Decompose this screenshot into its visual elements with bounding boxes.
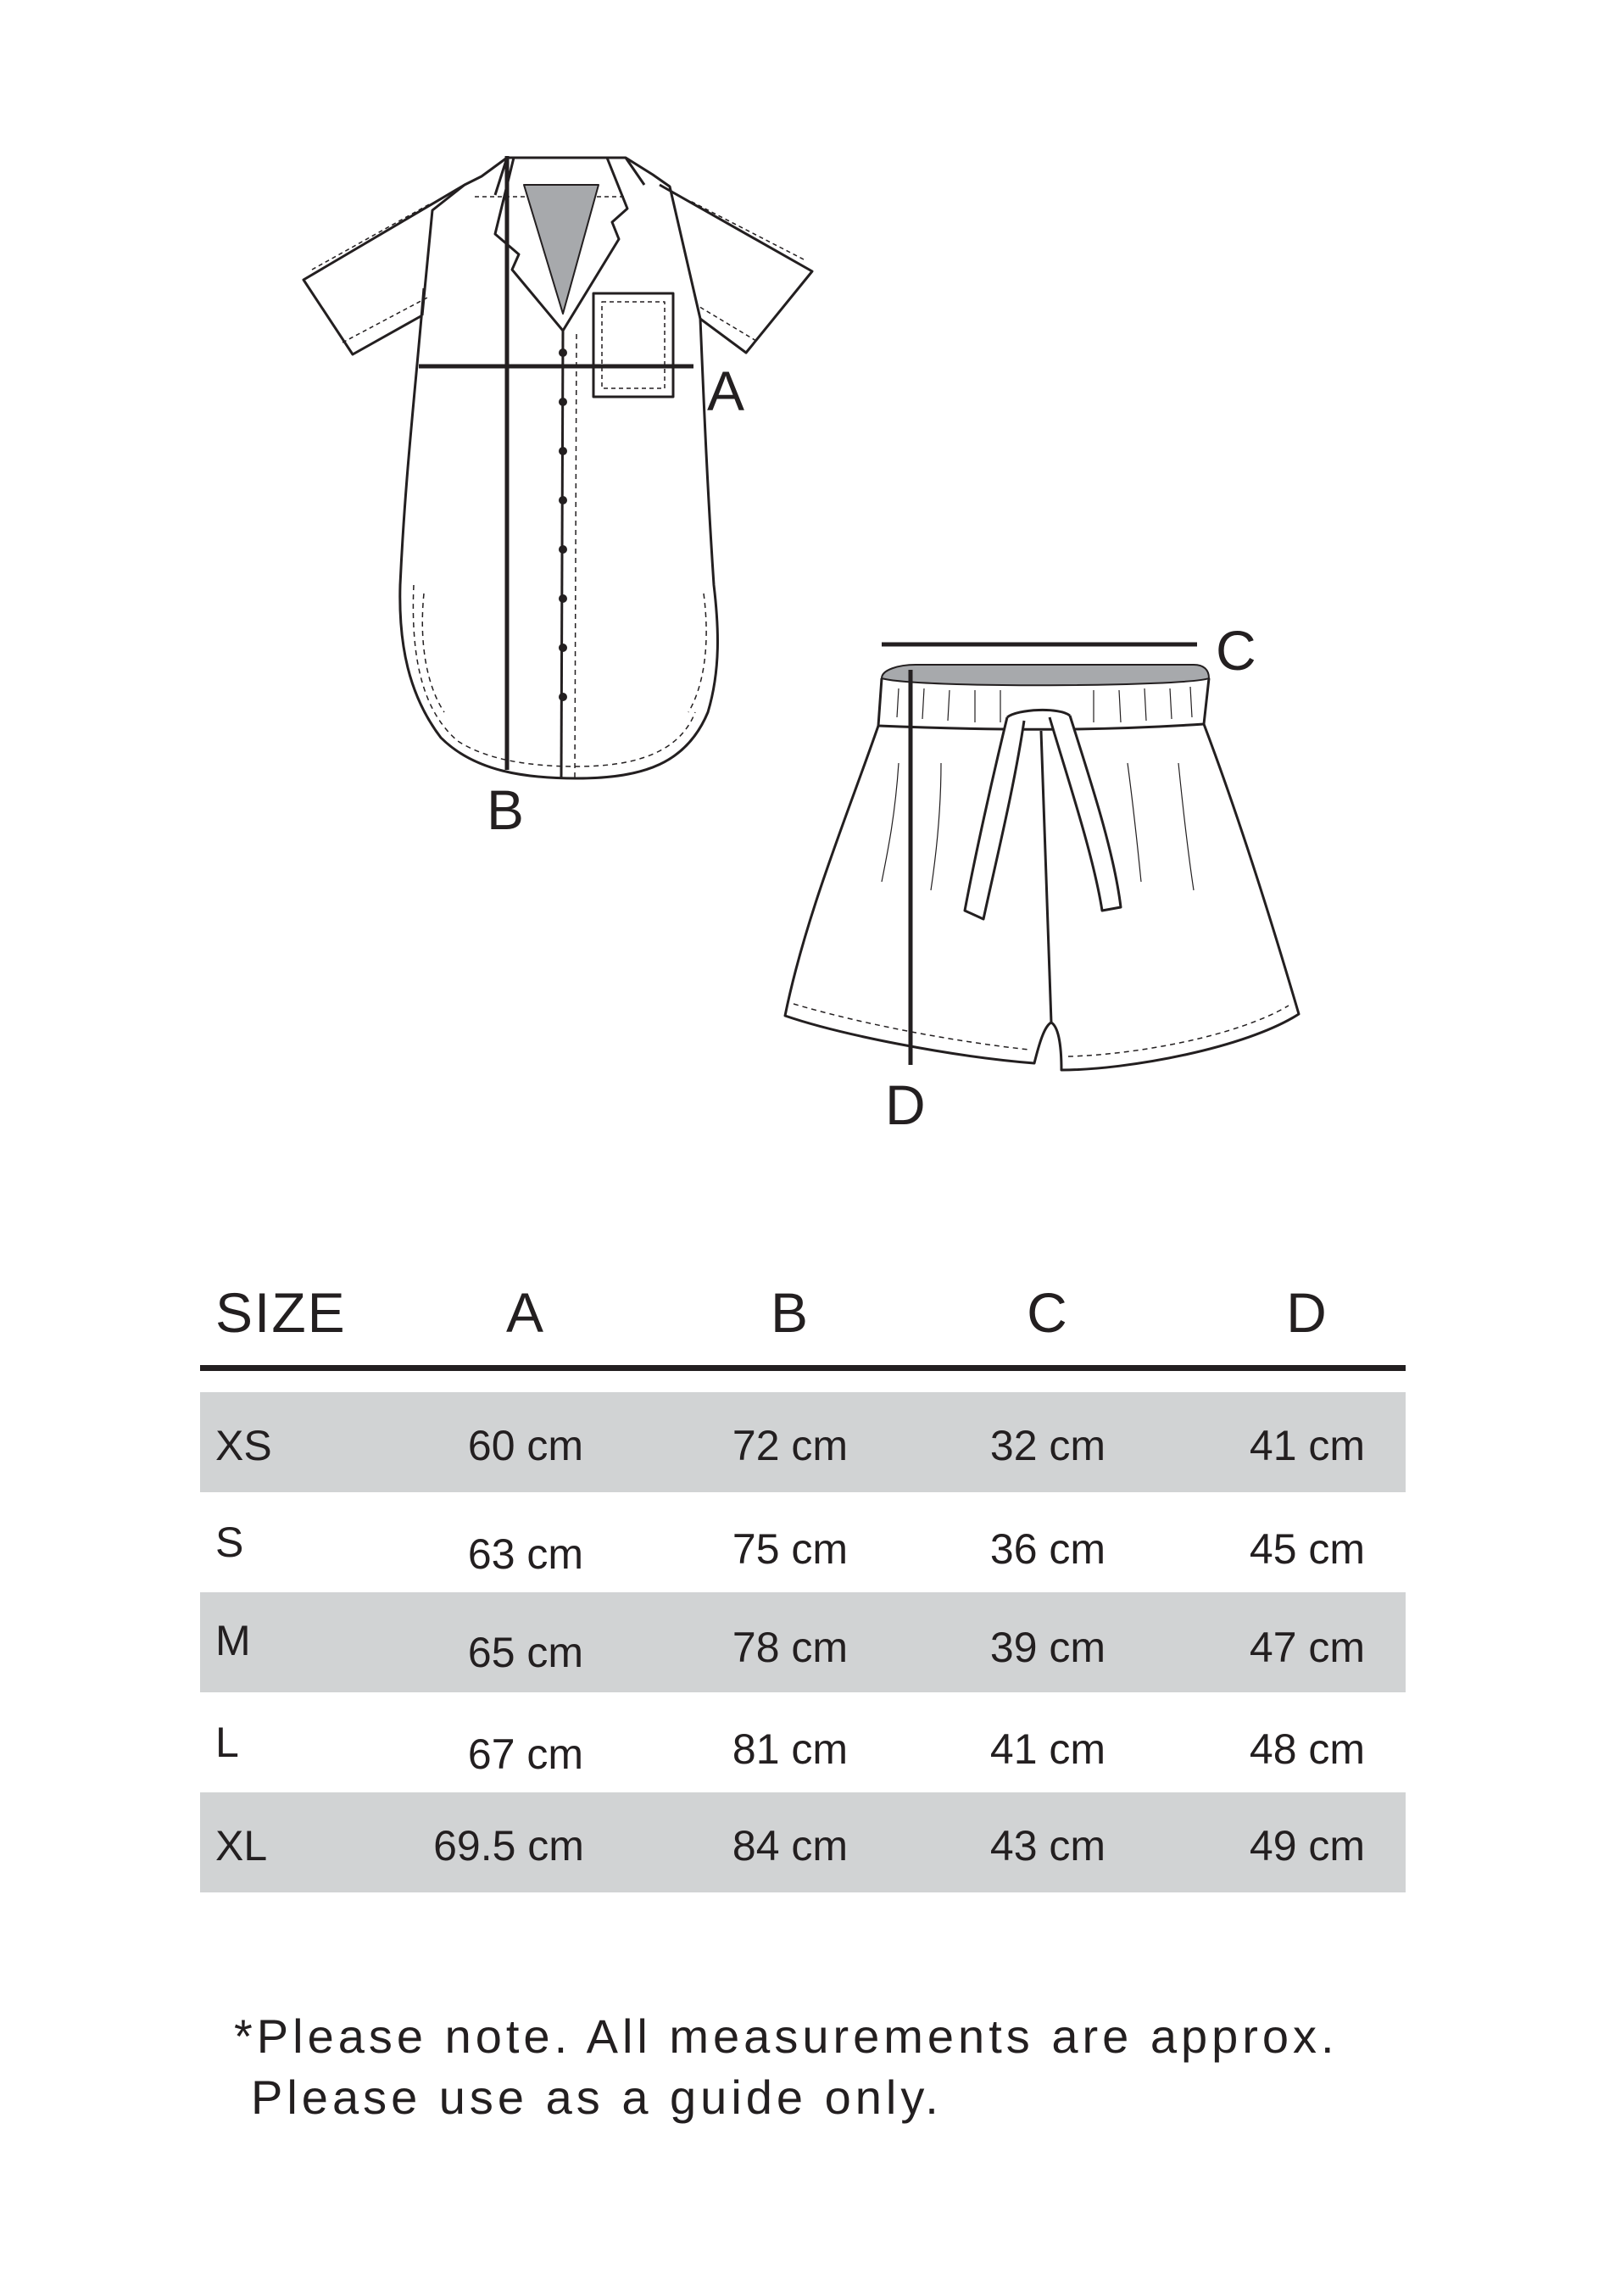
size-cell: S	[215, 1519, 244, 1566]
shorts-drawing	[785, 665, 1299, 1070]
size-chart-table	[200, 1263, 1406, 1892]
table-row: L 67 cm 81 cm 41 cm 48 cm	[215, 1719, 1366, 1778]
note-line-2: Please use as a guide only.	[251, 2070, 943, 2124]
table-row: XL 69.5 cm 84 cm 43 cm 49 cm	[200, 1792, 1406, 1892]
table-header: SIZE A B C D	[200, 1263, 1406, 1371]
measure-label-b: B	[487, 778, 525, 841]
table-row: S 63 cm 75 cm 36 cm 45 cm	[215, 1519, 1366, 1578]
size-cell: L	[215, 1719, 239, 1766]
measure-label-a: A	[707, 359, 745, 422]
size-cell: XL	[215, 1822, 268, 1870]
size-cell: M	[215, 1617, 251, 1664]
table-row: XS 60 cm 72 cm 32 cm 41 cm	[200, 1392, 1406, 1492]
size-cell: XS	[215, 1422, 272, 1469]
shorts-measure-lines	[882, 644, 1197, 1065]
table-row: M 65 cm 78 cm 39 cm 47 cm	[200, 1592, 1406, 1692]
header-size: SIZE	[215, 1281, 347, 1344]
shirt-drawing	[304, 158, 812, 778]
note-line-1: *Please note. All measurements are approx.	[234, 2009, 1339, 2063]
measure-label-c: C	[1216, 619, 1256, 682]
measurement-note	[234, 2006, 1339, 2128]
measure-label-d: D	[885, 1073, 926, 1136]
